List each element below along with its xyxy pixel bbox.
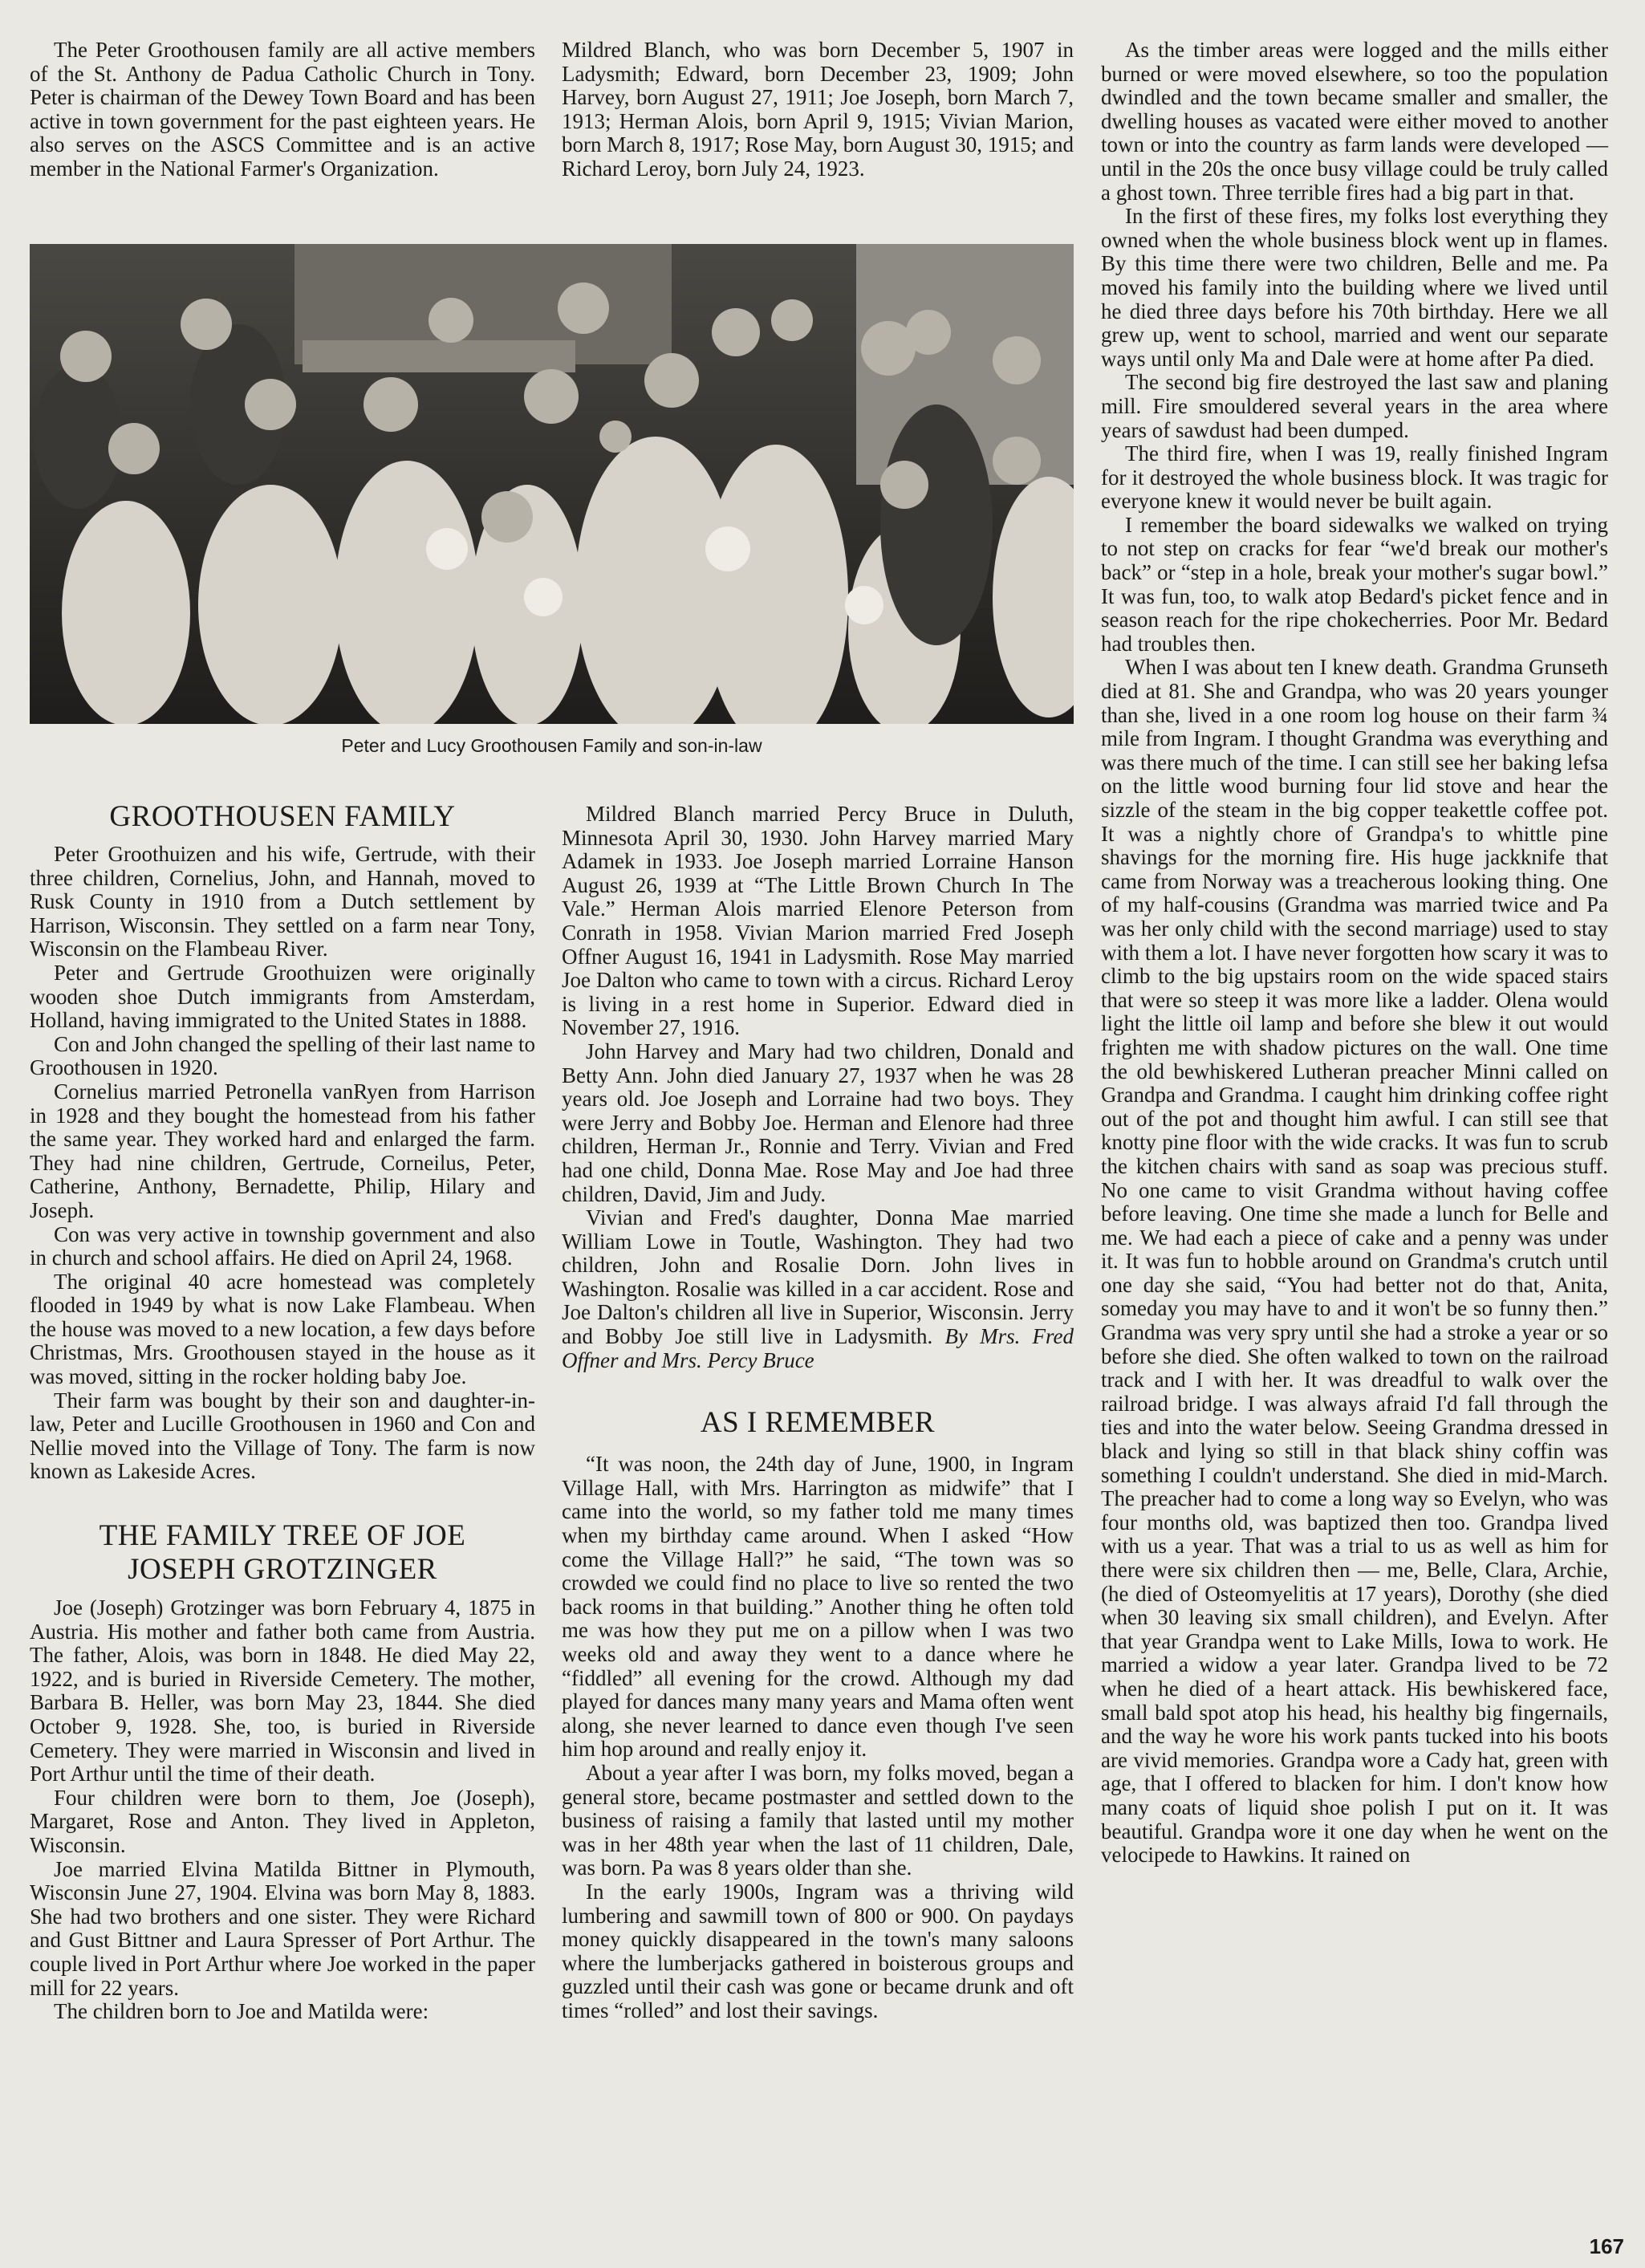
groothousen-heading: GROOTHOUSEN FAMILY (109, 800, 456, 833)
article-paragraph: Their farm was bought by their son and daughter-in-law, Peter and Lucille Groothousen in 1960 and Con and Nellie moved into the Village of Tony. The farm is now known as Lakeside Acres. (30, 1388, 535, 1484)
remember-heading: AS I REMEMBER (700, 1406, 936, 1440)
intro-paragraph: The Peter Groothousen family are all active members of the St. Anthony de Padua Catholic Church in Tony. Peter is chairman of the Dewey Town Board and has been active in town government for the past eighteen years. He also serves on the ASCS Committee and is an active member in the National Farmer's Organization. (30, 38, 535, 181)
article-paragraph: Joe (Joseph) Grotzinger was born February 4, 1875 in Austria. His mother and father both came from Austria. The father, Alois, was born in 1848. He died May 22, 1922, and is buried in Riverside Cemetery. The mother, Barbara B. Heller, was born May 23, 1844. She died October 9, 1928. She, too, is buried in Riverside Cemetery. They were married in Wisconsin and lived in Port Arthur until the time of their death. (30, 1595, 535, 1786)
family-photo (30, 244, 1074, 724)
page-number: 167 (1589, 2234, 1624, 2258)
middle-column (562, 803, 1074, 2023)
article-paragraph: The children born to Joe and Matilda were: (54, 1999, 429, 2024)
article-paragraph: John Harvey and Mary had two children, Donald and Betty Ann. John died January 27, 1937 when he was 28 years old. Joe Joseph and Lorraine had two boys. They were Jerry and Bobby Joe. Herman and Elenore had three children, Herman Jr., Ronnie and Terry. Vivian and Fred had one child, Donna Mae. Rose May and Joe had three children, David, Jim and Judy. (562, 1038, 1074, 1206)
article-paragraph: In the first of these fires, my folks lost everything they owned when the whole business block went up in flames. By this time there were two children, Belle and me. Pa moved his family into the building where we lived until he died three days before his 70th birthday. Here we all grew up, went to school, married and went our separate ways until only Ma and Dale were at home after Pa died. (1101, 204, 1608, 371)
article-paragraph: I remember the board sidewalks we walked on trying to not step on cracks for fear “we'd break our mother's back” or “step in a hole, break your mother's sugar bowl.” It was fun, too, to walk atop Bedard's picket fence and in season reach for the ripe chokecherries. Poor Mr. Bedard had troubles then. (1101, 512, 1608, 656)
article-paragraph: Peter Groothuizen and his wife, Gertrude, with their three children, Cornelius, John, and Hannah, moved to Rusk County in 1910 from a Dutch settlement by Harrison, Wisconsin. They settled on a farm near Tony, Wisconsin on the Flambeau River. (30, 842, 535, 961)
article-paragraph: About a year after I was born, my folks moved, began a general store, became postmaster and settled down to the business of raising a family that lasted until my mother was in her 48th year when the last of 11 children, Dale, was born. Pa was 8 years older than she. (562, 1760, 1074, 1880)
photo-caption: Peter and Lucy Groothousen Family and son-in-law (341, 735, 762, 756)
article-paragraph: The third fire, when I was 19, really finished Ingram for it destroyed the whole business block. It was tragic for everyone knew it would never be built again. (1101, 441, 1608, 514)
article-text: Vivian and Fred's daughter, Donna Mae married William Lowe in Toutle, Washington. They had two children, John and Rosalie Dorn. John lives in Washington. Rosalie was killed in a car accident. Rose and Joe Dalton's children all live in Superior, Wisconsin. Jerry and Bobby Joe still live in Ladysmith. (562, 1205, 1074, 1349)
right-column (1101, 39, 1608, 1868)
intro-column-1 (30, 39, 535, 181)
article-paragraph: The original 40 acre homestead was completely flooded in 1949 by what is now Lake Flambeau. When the house was moved to a new location, a few days before Christmas, Mrs. Groothousen stayed in the house as it was moved, sitting in the rocker holding baby Joe. (30, 1269, 535, 1389)
intro-column-2 (562, 39, 1074, 181)
article-paragraph: Joe married Elvina Matilda Bittner in Plymouth, Wisconsin June 27, 1904. Elvina was born May 8, 1883. She had two brothers and one sister. They were Richard and Gust Bittner and Laura Spresser of Port Arthur. The couple lived in Port Arthur where Joe worked in the paper mill for 22 years. (30, 1856, 535, 2000)
article-paragraph: When I was about ten I knew death. Grandma Grunseth died at 81. She and Grandpa, who was 20 years younger than she, lived in a one room log house on their farm ¾ mile from Ingram. I thought Grandma was everything and was there much of the time. I can still see her baking lefsa on the little wood burning four lid stove and hear the sizzle of the steam in the big copper teakettle coffee pot. It was a nightly chore of Grandpa's to whittle pine shavings for the morning fire. His huge jackknife that came from Norway was a treacherous looking thing. One of my half-cousins (Grandma was married twice and Pa was her only child with the second marriage) used to stay with them a lot. I have never forgotten how scary it was to climb to the big upstairs room on the wide spaced stairs that were so steep it was more like a ladder. Olena would light the little oil lamp and before she blew it out would frighten me with shadow pictures on the wall. One time the old bewhiskered Lutheran preacher Minni called on Grandpa and Grandma. I caught him drinking coffee right out of the pot and thought him awful. I can still see that knotty pine floor with the wide cracks. It was fun to scrub the kitchen chairs with sand as soap was precious stuff. No one came to visit Grandma without having coffee before leaving. One time she made a lunch for Belle and me. We had each a piece of cake and a penny was under it. It was fun to hobble around on Grandma's crutch until one day she said, “You had better not do that, Anita, someday you may have to and it won't be so funny then.” Grandma was very spry until she had a stroke a year or so before she died. She often walked to town on the railroad track and I with her. It was dreadful to walk over the railroad bridge. I was always afraid I'd fall through the ties and into the water below. Seeing Grandma dressed in black and lying so still in that black shiny coffin was something I couldn't understand. She died in mid-March. The preacher had to come a long way so Evelyn, who was four months old, was baptized then too. Grandpa lived with us a year. That was a trial to us as well as him for there were six children then — me, Belle, Clara, Archie, (he died of Osteomyelitis at 17 years), Dorothy (she died when 30 leaving six small children), and Evelyn. After that year Grandpa went to Lake Mills, Iowa to work. He married a widow a year later. Grandpa lived to be 72 when he died of a heart attack. His bewhiskered face, small bald spot atop his head, his healthy big fingernails, and the way he wore his work pants tucked into his boots are vivid memories. Grandpa wore a Cady hat, green with age, that I offered to blacken for him. I don't know how many coats of liquid shoe polish I put on it. It was beautiful. Grandpa wore it one day when he went on the velocipede to Hawkins. It rained on (1101, 655, 1608, 1868)
article-paragraph: Con was very active in township government and also in church and school affairs. He died on April 24, 1968. (30, 1221, 535, 1270)
article-paragraph: Cornelius married Petronella vanRyen from Harrison in 1928 and they bought the homestead from his father the same year. They worked hard and enlarged the farm. They had nine children, Gertrude, Corneilus, Peter, Catherine, Anthony, Bernadette, Philip, Hilary and Joseph. (30, 1079, 535, 1222)
article-paragraph: Mildred Blanch married Percy Bruce in Duluth, Minnesota April 30, 1930. John Harvey married Mary Adamek in 1933. Joe Joseph married Lorraine Hanson August 26, 1939 at “The Little Brown Church In The Vale.” Herman Alois married Elenore Peterson from Conrath in 1958. Vivian Marion married Fred Joseph Offner August 16, 1941 in Ladysmith. Rose May married Joe Dalton who came to town with a circus. Richard Leroy is living in a rest home in Superior. Edward died in November 27, 1916. (562, 802, 1074, 1040)
article-paragraph: “It was noon, the 24th day of June, 1900, in Ingram Village Hall, with Mrs. Harrington as midwife” that I came into the world, so my father told me many times when my birthday came around. When I asked “How come the Village Hall?” he said, “The town was so crowded we could find no place to live so rented the two back rooms in that building.” Another thing he often told me was how they put me on a pillow when I was two weeks old and away they went to a dance where he “fiddled” all evening for the crowd. Although my dad played for dances many many years and Mama often went along, she never learned to dance even though I've seen him hop around and really enjoy it. (562, 1452, 1074, 1762)
article-paragraph (562, 1206, 1074, 1372)
article-paragraph: Four children were born to them, Joe (Joseph), Margaret, Rose and Anton. They lived in Appleton, Wisconsin. (30, 1785, 535, 1857)
article-paragraph: As the timber areas were logged and the mills either burned or were moved elsewhere, so too the population dwindled and the town became smaller and smaller, the dwelling houses as vacated were either moved to another town or into the country as farm lands were developed — until in the 20s the once busy village could be truly called a ghost town. Three terrible fires had a big part in that. (1101, 38, 1608, 205)
byline: By Mrs. Fred Offner and Mrs. Percy Bruce (562, 1324, 1074, 1372)
grotzinger-heading: THE FAMILY TREE OF JOE JOSEPH GROTZINGER (99, 1519, 466, 1587)
article-paragraph: The second big fire destroyed the last saw and planing mill. Fire smouldered several years in the area where years of sawdust had been dumped. (1101, 370, 1608, 442)
article-paragraph: Peter and Gertrude Groothuizen were originally wooden shoe Dutch immigrants from Amsterdam, Holland, having immigrated to the United States in 1888. (30, 960, 535, 1033)
article-paragraph: Con and John changed the spelling of their last name to Groothousen in 1920. (30, 1031, 535, 1080)
left-column (30, 800, 535, 2024)
article-paragraph: In the early 1900s, Ingram was a thriving wild lumbering and sawmill town of 800 or 900. On paydays money quickly disappeared in the town's many saloons where the lumberjacks gathered in boisterous groups and guzzled until their cash was gone or became drunk and oft times “rolled” and lost their savings. (562, 1879, 1074, 2022)
intro-paragraph: Mildred Blanch, who was born December 5, 1907 in Ladysmith; Edward, born December 23, 1909; John Harvey, born August 27, 1911; Joe Joseph, born March 7, 1913; Herman Alois, born April 9, 1915; Vivian Marion, born March 8, 1917; Rose May, born August 30, 1915; and Richard Leroy, born July 24, 1923. (562, 38, 1074, 181)
